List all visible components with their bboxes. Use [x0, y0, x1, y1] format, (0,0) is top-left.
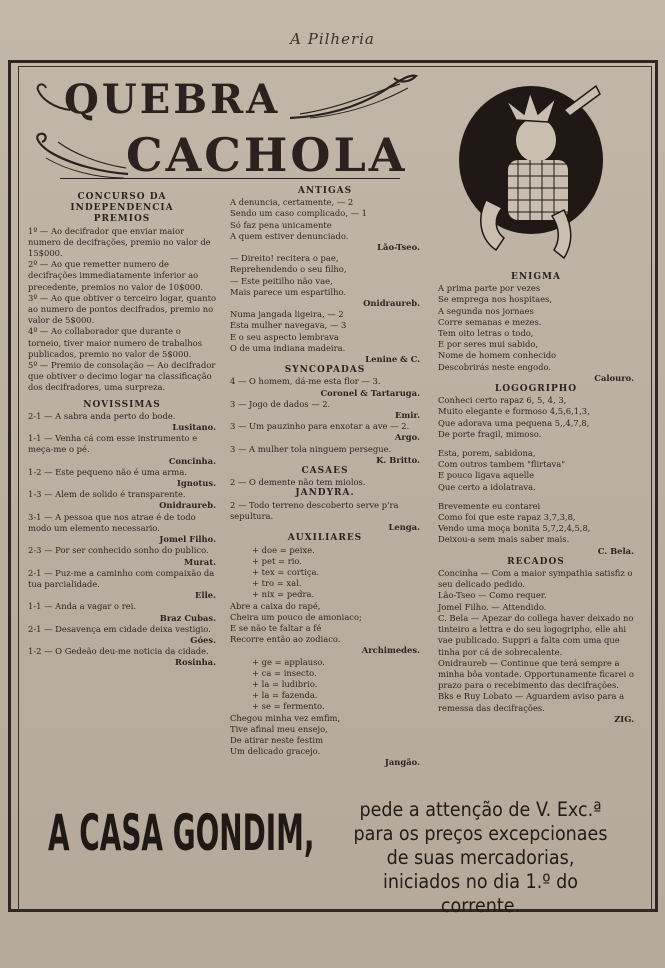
recado-item: Jomel Filho. — Attendido.	[438, 601, 547, 612]
verse-line: E por seres mui sabido,	[438, 339, 539, 350]
novissima-text: 2-1 — A sabra anda perto do bode.	[28, 410, 176, 421]
verse-line: De atirar neste festim	[230, 734, 324, 745]
auxiliar-item: + se = fermento.	[252, 701, 325, 712]
auxiliar-item: + tex = cortiça.	[252, 566, 320, 577]
recado-item: Bks e Ruy Lobato — Aguardem aviso para a remessa das decifrações.	[438, 691, 625, 713]
recado-item: Onidraureb — Continue que terá sempre a minha bôa vontade. Opportunamente ficarei o prazo para o recebimento das decifrações.	[438, 657, 634, 691]
syncopada-text: 3 — Jogo de dados — 2.	[230, 398, 331, 409]
auxiliar-item: + tro = xal.	[252, 578, 302, 589]
verse-line: Um delicado gracejo.	[230, 746, 321, 757]
verse-line: Abre a caixa do rapé,	[230, 600, 321, 611]
verse-line: Recorre então ao zodiaco.	[230, 634, 341, 645]
casal-author: Lenga.	[388, 522, 420, 533]
verse-line: Muito elegante e formoso 4,5,6,1,3,	[438, 406, 590, 417]
contest-title: CONCURSO DA INDEPENDENCIA	[70, 192, 174, 214]
enigma-heading: ENIGMA	[511, 272, 561, 282]
novissima-text: 1-1 — Venha cá com esse instrumento e meça-me o pé.	[28, 433, 198, 455]
novissima-text: 1-1 — Anda a vagar o rei.	[28, 601, 137, 612]
title-rule	[60, 178, 400, 179]
antiga-author: Lão-Tseo.	[377, 242, 420, 253]
ad-store-name: A CASA GONDIM,	[48, 804, 315, 862]
auxiliar-item: + ge = applauso.	[252, 656, 325, 667]
verse-line: Que adorava uma pequena 5,,4,7,8,	[438, 417, 590, 428]
verse-line: A segunda nos jornaes	[438, 305, 534, 316]
novissima-author: Elle.	[195, 590, 216, 601]
syncopada-author: Coronel & Tartaruga.	[320, 387, 420, 398]
antiga-author: Onidraureb.	[363, 298, 420, 309]
casaes-heading: CASAES	[301, 466, 349, 477]
verse-line: Deixou-a sem mais saber mais.	[438, 534, 570, 545]
novissima-text: 2-1 — Puz-me a caminho com compaixão da tua parcialidade.	[28, 567, 215, 589]
column-2	[230, 186, 420, 769]
verse-line: Reprehendendo o seu filho,	[230, 264, 347, 275]
verse-line: Tive afinal meu ensejo,	[230, 723, 328, 734]
prize-item: 3º — Ao que obtiver o terceiro logar, quanto ao numero de pontos decifrados, premio no valor de 5$000.	[28, 292, 216, 326]
verse-line: Brevemente eu contarei	[438, 500, 541, 511]
novissima-text: 1-3 — Alem de solido é transparente.	[28, 489, 186, 500]
novissimas-heading: NOVISSIMAS	[83, 399, 161, 410]
logogripho-author: C. Bela.	[597, 545, 634, 556]
syncopada-text: 4 — O homem, dá-me esta flor — 3.	[230, 376, 381, 387]
novissima-text: 1-2 — O Gedeão deu-me noticia da cidade.	[28, 646, 209, 657]
auxiliar-item: + la = ludibrio.	[252, 678, 318, 689]
verse-line: E o seu aspecto lembrava	[230, 331, 339, 342]
novissima-text: 2-3 — Por ser conhecido sonho do publico.	[28, 545, 209, 556]
verse-line: Conheci certo rapaz 6, 5, 4, 3,	[438, 395, 567, 406]
verse-line: Sendo um caso complicado, — 1	[230, 208, 368, 219]
verse-line: Tem oito letras o todo,	[438, 328, 534, 339]
casal-text: 2 — O demente não tem miolos.	[230, 477, 366, 488]
syncopadas-heading: SYNCOPADAS	[284, 365, 366, 376]
auxiliar-item: + pet = rio.	[252, 555, 302, 566]
jester-illustration-icon	[446, 80, 616, 270]
recado-item: Concinha — Com a maior sympathia satisfiz o seu delicado pedido.	[438, 568, 633, 590]
novissima-author: Góes.	[190, 634, 216, 645]
verse-line: Vendo uma moça bonita 5,7,2,4,5,8,	[438, 523, 591, 534]
novissima-author: Jomel Filho.	[159, 534, 216, 545]
recados-author: ZIG.	[614, 713, 634, 724]
novissima-author: Concinha.	[168, 455, 216, 466]
syncopada-text: 3 — Um pauzinho para enxotar a ave — 2.	[230, 421, 410, 432]
novissima-author: Ignotus.	[176, 478, 216, 489]
novissima-author: Onidraureb.	[159, 500, 216, 511]
verse-line: Nome de homem conhecido	[438, 350, 557, 361]
recado-item: C. Bela — Apezar do collega haver deixado no tinteiro a lettra e do seu logogripho, elle ahi vae publicado. Suppri a falta com uma que tinha por cá de sobrecalente.	[438, 612, 634, 657]
verse-spacer	[438, 440, 634, 448]
verse-line: Com outros tambem "flirtava"	[438, 459, 566, 470]
verse-line: Descobrirás neste engodo.	[438, 361, 552, 372]
ad-text: pede a attenção de V. Exc.ª para os preços excepcionaes de suas mercadorias, iniciados no dia 1.º do corrente.	[353, 798, 608, 917]
verse-line: Só faz pena unicamente	[230, 219, 332, 230]
verse-line: E se não te faltar a fé	[230, 622, 322, 633]
verse-line: Cheira um pouco de amoniaco;	[230, 611, 362, 622]
prizes-heading: PREMIOS	[93, 214, 151, 225]
prize-item: 5º — Premio de consolação — Ao decifrador que obtiver o decimo logar na classificação dos decifradores, uma surpreza.	[28, 360, 216, 393]
title-line-1: QUEBRA	[64, 76, 281, 123]
auxiliar-item: + la = fazenda.	[252, 690, 318, 701]
antigas-heading: ANTIGAS	[297, 186, 353, 196]
advertisement	[40, 796, 634, 917]
verse-line: — Direito! recitera o pae,	[230, 253, 339, 264]
casal-author: JANDYRA.	[295, 488, 355, 499]
novissima-author: Braz Cubas.	[159, 612, 216, 623]
verse-line: De porte fragil, mimoso.	[438, 428, 542, 439]
verse-line: E pouco ligava aquelle	[438, 470, 535, 481]
verse-line: Como foi que este rapaz 3,7,3,8,	[438, 512, 576, 523]
casal-text: 2 — Todo terreno descoberto serve p'ra sepultura.	[230, 499, 399, 521]
verse-line: Esta mulher navegava, — 3	[230, 320, 347, 331]
novissima-text: 1-2 — Este pequeno não é uma arma.	[28, 466, 188, 477]
verse-line: A prima parte por vezes	[438, 283, 541, 294]
cachola-flourish-icon	[30, 130, 130, 180]
syncopada-author: K. Britto.	[376, 454, 420, 465]
prize-item: 1º — Ao decifrador que enviar maior numero de decifrações, premio no valor de 15$000.	[28, 225, 211, 259]
verse-line: A quem estiver denunciado.	[230, 230, 349, 241]
recados-heading: RECADOS	[507, 556, 565, 567]
verse-line: Esta, porem, sabidona,	[438, 448, 536, 459]
novissima-text: 3-1 — A pessoa que nos atrae é de todo modo um elemento necessario.	[28, 511, 196, 533]
verse-line: Chegou minha vez emfim,	[230, 712, 341, 723]
auxiliar-author: Jangão.	[384, 757, 420, 768]
verse-line: Mais parece um espartilho.	[230, 286, 347, 297]
verse-line: Que certo a idolatrava.	[438, 481, 536, 492]
auxiliar-item: + ca = insecto.	[252, 667, 317, 678]
verse-line: A denuncia, certamente, — 2	[230, 197, 354, 208]
auxiliares-heading: AUXILIARES	[287, 533, 363, 544]
novissima-text: 2-1 — Desavença em cidade deixa vestigio.	[28, 623, 211, 634]
column-3	[438, 272, 634, 725]
logogripho-heading: LOGOGRIPHO	[494, 384, 578, 395]
prize-item: 2º — Ao que remetter numero de decifrações immediatamente inferior ao precedente, premios no valor de 10$000.	[28, 259, 204, 292]
prize-item: 4º — Ao collaborador que durante o torneio, tiver maior numero de trabalhos publicados, premio no valor de 5$000.	[28, 326, 203, 359]
auxiliar-item: + doe = peixe.	[252, 544, 315, 555]
right-flourish-icon	[290, 70, 420, 122]
auxiliar-item: + nix = pedra.	[252, 589, 315, 600]
antiga-author: Lenine & C.	[365, 354, 420, 365]
syncopada-author: Argo.	[394, 432, 420, 443]
title-line-2: CACHOLA	[126, 128, 408, 182]
enigma-author: Calouro.	[594, 372, 634, 383]
recado-item: Lão-Tseo — Como requer.	[438, 590, 547, 601]
column-1	[28, 192, 216, 669]
verse-line: Numa jangada ligeira, — 2	[230, 309, 344, 320]
verse-line: Corre semanas e mezes.	[438, 316, 542, 327]
verse-line: — Este peitilho não vae,	[230, 275, 333, 286]
verse-line: Se emprega nos hospitaes,	[438, 294, 553, 305]
verse-line: O de uma indiana madeira.	[230, 342, 346, 353]
syncopada-author: Emir.	[395, 410, 420, 421]
syncopada-text: 3 — A mulher tola ninguem persegue.	[230, 443, 392, 454]
auxiliar-author: Archimedes.	[361, 645, 420, 656]
novissima-author: Murat.	[184, 556, 216, 567]
running-head: A Pilheria	[290, 30, 375, 48]
verse-spacer	[438, 493, 634, 501]
novissima-author: Rosinha.	[175, 657, 216, 668]
novissima-author: Lusitano.	[172, 422, 216, 433]
